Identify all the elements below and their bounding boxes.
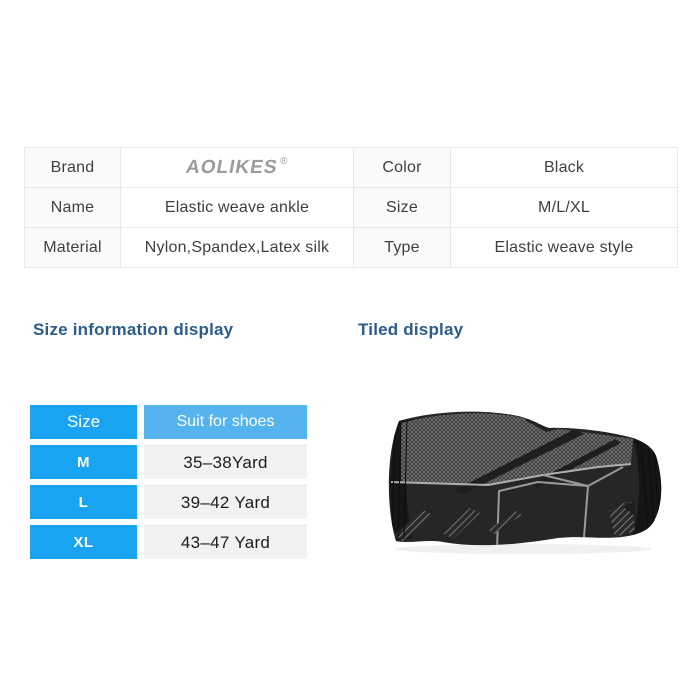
size-row-xl-label: XL — [30, 525, 137, 559]
spec-label-color: Color — [354, 148, 451, 188]
spec-value-brand — [121, 148, 354, 188]
size-row-l-label: L — [30, 485, 137, 519]
spec-value-material: Nylon,Spandex,Latex silk — [121, 228, 354, 268]
spec-label-name: Name — [25, 188, 121, 228]
spec-label-brand: Brand — [25, 148, 121, 188]
tiled-display-heading: Tiled display — [358, 320, 464, 339]
aolikes-logo: AOLIKES — [184, 156, 280, 178]
size-column-header: Size — [30, 405, 137, 439]
spec-table — [24, 147, 678, 268]
size-row-m-value: 35–38Yard — [144, 445, 307, 479]
spec-value-name: Elastic weave ankle — [121, 188, 354, 228]
ankle-sleeve-illustration — [383, 411, 663, 555]
spec-value-type: Elastic weave style — [451, 228, 678, 268]
size-row-m-label: M — [30, 445, 137, 479]
spec-label-size: Size — [354, 188, 451, 228]
spec-label-material: Material — [25, 228, 121, 268]
spec-value-color: Black — [451, 148, 678, 188]
size-row-l-value: 39–42 Yard — [144, 485, 307, 519]
size-information-heading: Size information display — [33, 320, 234, 339]
product-photo-ankle-sleeve — [383, 411, 663, 555]
spec-value-size: M/L/XL — [451, 188, 678, 228]
registered-trademark-icon: ® — [279, 156, 288, 167]
size-chart-table — [30, 405, 307, 559]
suit-for-shoes-column-header: Suit for shoes — [144, 405, 307, 439]
size-row-xl-value: 43–47 Yard — [144, 525, 307, 559]
spec-label-type: Type — [354, 228, 451, 268]
